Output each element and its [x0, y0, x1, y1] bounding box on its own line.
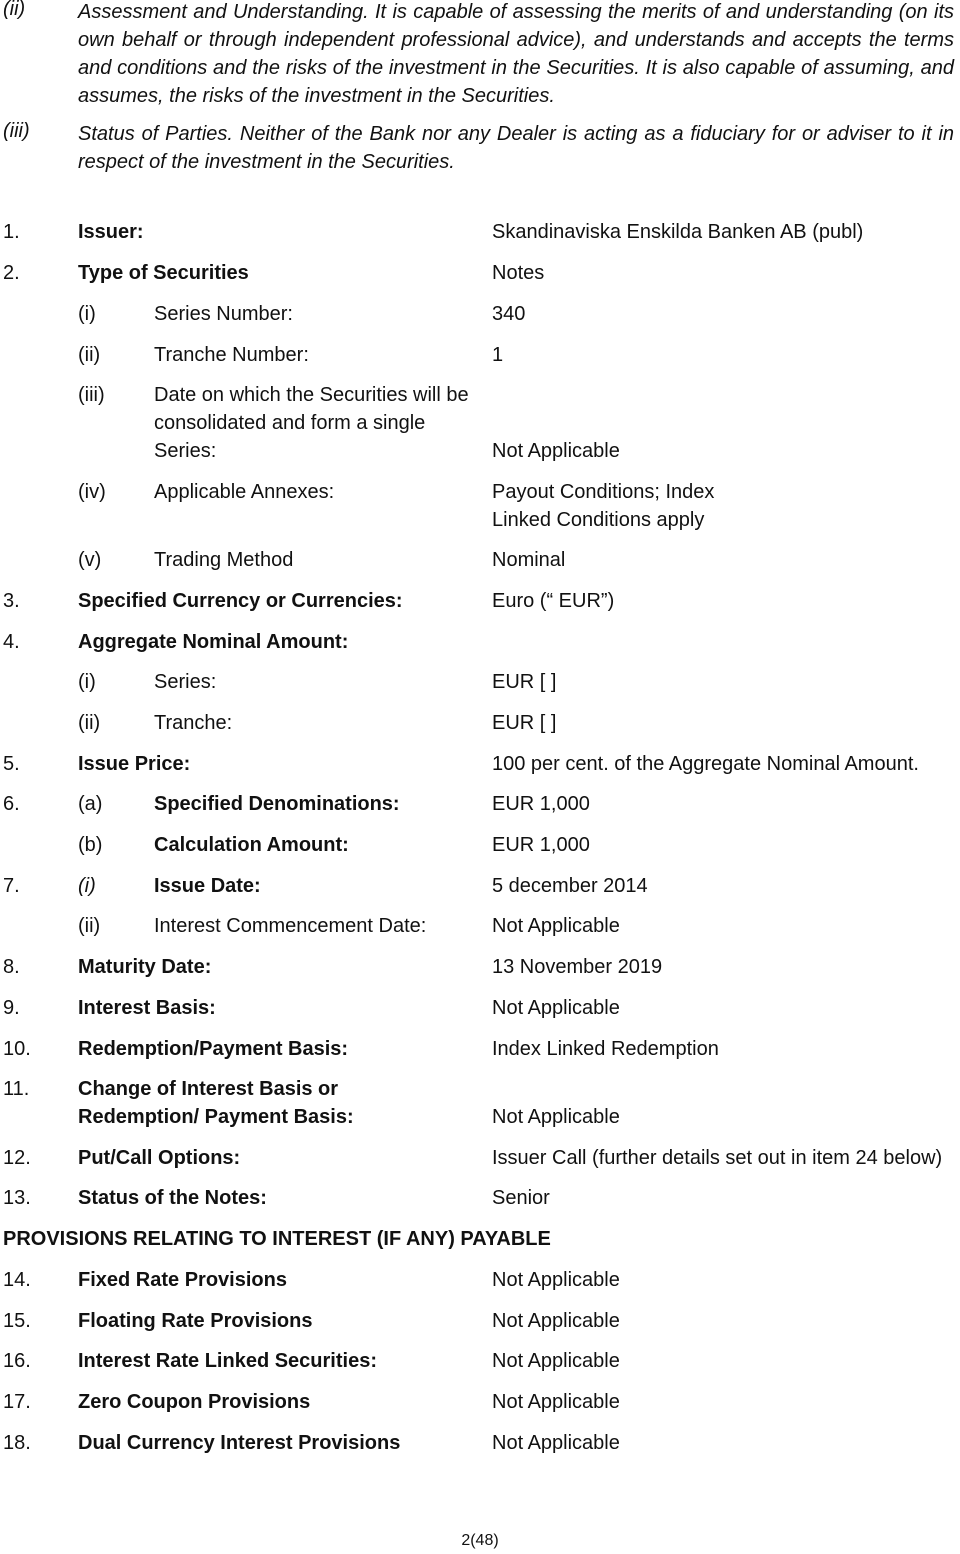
intro-text: It is capable of assessing the merits of and understanding (on its own behalf or through independent professional advice), and understands and accepts the terms and conditions and the risks of the investment in the Securities. It is also capable of assuming, and assumes, the risks of the investment in the Securities. — [78, 1, 955, 107]
item-label: Change of Interest Basis or Redemption/ Payment Basis: — [78, 1078, 354, 1128]
sub-item-value: Nominal — [492, 549, 566, 571]
sub-item-label: Calculation Amount: — [154, 834, 349, 856]
item-number: 13. — [3, 1187, 31, 1209]
sub-item-value: 340 — [492, 303, 526, 325]
item-number: 3. — [3, 590, 20, 612]
item-value: Issuer Call (further details set out in item 24 below) — [492, 1147, 943, 1169]
item-number: 1. — [3, 221, 20, 243]
sub-item-value: 1 — [492, 344, 504, 366]
intro-lead: Assessment and Understanding. — [78, 1, 369, 23]
sub-item-number: (ii) — [78, 712, 101, 734]
item-label: Redemption/Payment Basis: — [78, 1038, 349, 1060]
sub-item-value: EUR 1,000 — [492, 834, 590, 856]
sub-item-value: 5 december 2014 — [492, 875, 648, 897]
item-number: 9. — [3, 997, 20, 1019]
item-label: Interest Basis: — [78, 997, 216, 1019]
item-value: Not Applicable — [492, 997, 620, 1019]
sub-item-label: Interest Commencement Date: — [154, 915, 427, 937]
sub-item-value: Not Applicable — [492, 440, 620, 462]
item-number: 6. — [3, 793, 20, 815]
sub-item-label: Tranche Number: — [154, 344, 309, 366]
sub-item-label: Issue Date: — [154, 875, 261, 897]
item-value: Not Applicable — [492, 1350, 620, 1372]
item-label: Issuer: — [78, 221, 144, 243]
item-label: Aggregate Nominal Amount: — [78, 631, 349, 653]
item-number: 11. — [3, 1078, 30, 1100]
item-number: 8. — [3, 956, 20, 978]
item-label: Issue Price: — [78, 753, 191, 775]
section-heading: PROVISIONS RELATING TO INTEREST (IF ANY) PAYABLE — [3, 1228, 551, 1250]
sub-item-label: Applicable Annexes: — [154, 481, 335, 503]
sub-item-value: EUR [ ] — [492, 712, 557, 734]
item-value: Not Applicable — [492, 1269, 620, 1291]
sub-item-number: (i) — [78, 875, 96, 897]
item-value: Index Linked Redemption — [492, 1038, 719, 1060]
sub-item-number: (ii) — [78, 915, 101, 937]
sub-item-value: EUR 1,000 — [492, 793, 590, 815]
item-value: Not Applicable — [492, 1432, 620, 1454]
sub-item-value: Not Applicable — [492, 915, 620, 937]
sub-item-value: Payout Conditions; Index Linked Conditions apply — [492, 481, 715, 531]
item-value: Skandinaviska Enskilda Banken AB (publ) — [492, 221, 864, 243]
item-number: 18. — [3, 1432, 31, 1454]
intro-lead: Status of Parties. — [78, 123, 233, 145]
intro-number: (iii) — [3, 120, 30, 142]
item-number: 12. — [3, 1147, 31, 1169]
item-number: 7. — [3, 875, 20, 897]
sub-item-number: (a) — [78, 793, 103, 815]
item-number: 4. — [3, 631, 20, 653]
sub-item-number: (iii) — [78, 384, 105, 406]
item-value: Euro (“ EUR”) — [492, 590, 615, 612]
sub-item-label: Series Number: — [154, 303, 293, 325]
page-number: 2(48) — [461, 1532, 499, 1549]
item-value: Not Applicable — [492, 1310, 620, 1332]
intro-text: Neither of the Bank nor any Dealer is acting as a fiduciary for or adviser to it in respect of the investment in the Securities. — [78, 123, 955, 173]
sub-item-label: Trading Method — [154, 549, 294, 571]
item-number: 14. — [3, 1269, 31, 1291]
sub-item-number: (v) — [78, 549, 102, 571]
sub-item-number: (ii) — [78, 344, 101, 366]
sub-item-label: Specified Denominations: — [154, 793, 400, 815]
sub-item-number: (i) — [78, 303, 96, 325]
item-label: Specified Currency or Currencies: — [78, 590, 403, 612]
sub-item-label: Series: — [154, 671, 217, 693]
sub-item-label: Date on which the Securities will be consolidated and form a single Series: — [154, 384, 469, 462]
item-number: 2. — [3, 262, 20, 284]
intro-number: (ii) — [3, 0, 26, 20]
item-value: Senior — [492, 1187, 550, 1209]
sub-item-number: (i) — [78, 671, 96, 693]
sub-item-number: (iv) — [78, 481, 106, 503]
item-label: Interest Rate Linked Securities: — [78, 1350, 377, 1372]
sub-item-value: EUR [ ] — [492, 671, 557, 693]
item-label: Dual Currency Interest Provisions — [78, 1432, 401, 1454]
item-number: 10. — [3, 1038, 31, 1060]
item-label: Type of Securities — [78, 262, 249, 284]
item-label: Fixed Rate Provisions — [78, 1269, 287, 1291]
item-label: Floating Rate Provisions — [78, 1310, 313, 1332]
sub-item-label: Tranche: — [154, 712, 233, 734]
sub-item-number: (b) — [78, 834, 103, 856]
item-label: Status of the Notes: — [78, 1187, 267, 1209]
item-label: Maturity Date: — [78, 956, 212, 978]
item-value: Not Applicable — [492, 1391, 620, 1413]
item-number: 17. — [3, 1391, 31, 1413]
item-value: 100 per cent. of the Aggregate Nominal Amount. — [492, 753, 919, 775]
item-value: Not Applicable — [492, 1106, 620, 1128]
item-value: 13 November 2019 — [492, 956, 663, 978]
item-number: 5. — [3, 753, 20, 775]
item-label: Zero Coupon Provisions — [78, 1391, 311, 1413]
item-number: 16. — [3, 1350, 31, 1372]
item-number: 15. — [3, 1310, 31, 1332]
item-value: Notes — [492, 262, 545, 284]
item-label: Put/Call Options: — [78, 1147, 241, 1169]
